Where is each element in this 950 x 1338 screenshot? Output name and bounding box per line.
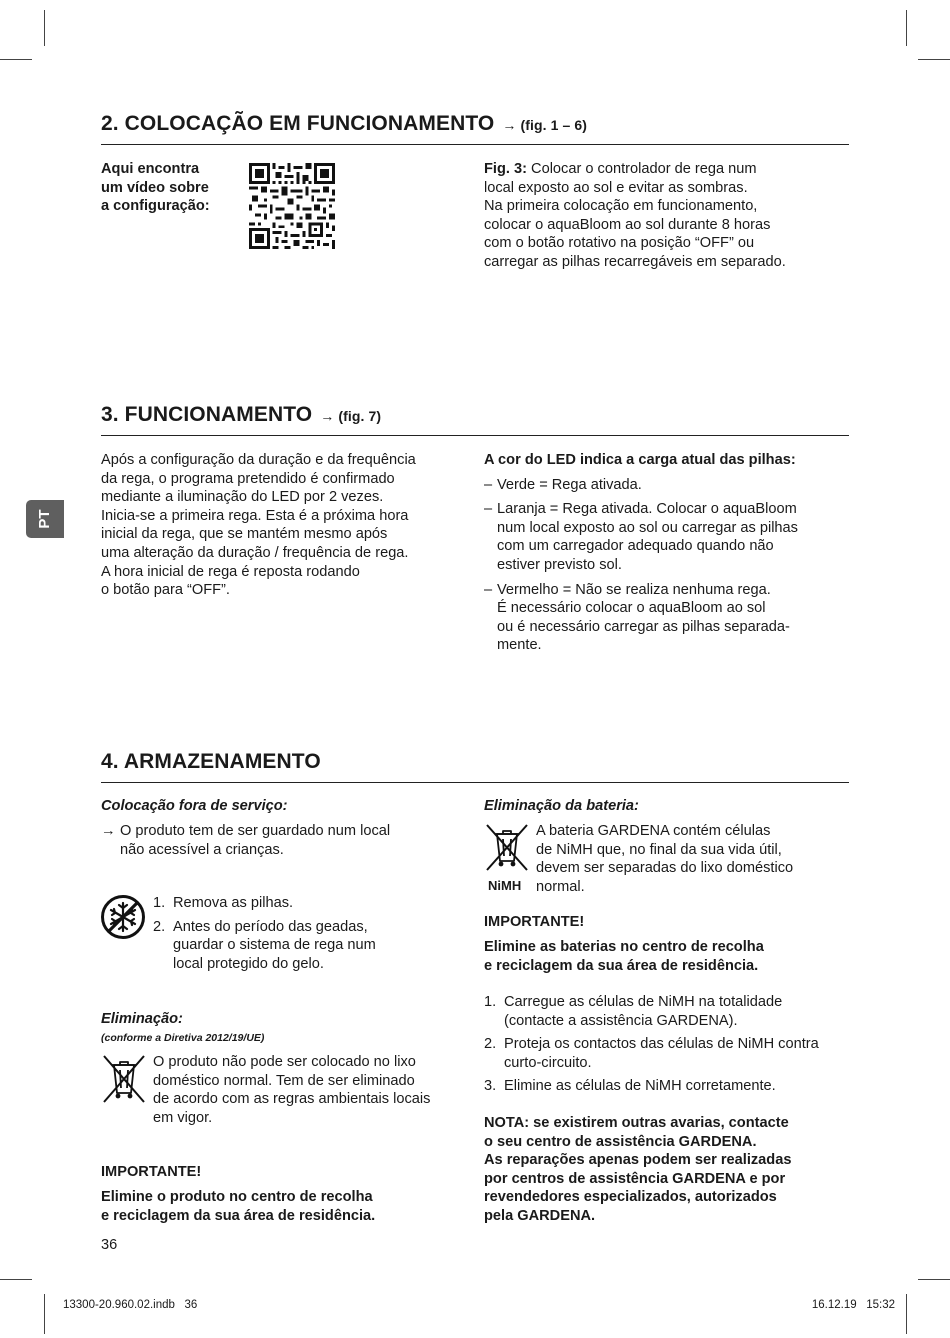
- text-line: guardar o sistema de rega num: [173, 937, 376, 954]
- text-line: Após a configuração da duração e da frequência: [101, 452, 416, 468]
- section-title-text: 4. ARMAZENAMENTO: [101, 750, 321, 773]
- list-marker: 1.: [153, 895, 166, 911]
- text-line: A hora inicial de rega é reposta rodando: [101, 563, 360, 580]
- text-line: doméstico normal. Tem de ser eliminado: [153, 1072, 415, 1089]
- text-line: A bateria GARDENA contém células: [536, 823, 771, 839]
- text-line: Proteja os contactos das células de NiMH contra: [504, 1036, 819, 1053]
- text-line: de acordo com as regras ambientais locais: [153, 1091, 431, 1108]
- text-line: NOTA: se existirem outras avarias, contacte: [484, 1115, 789, 1131]
- text-line: da rega, o programa pretendido é confirmado: [101, 470, 395, 487]
- text-line: Na primeira colocação em funcionamento,: [484, 198, 758, 215]
- text-line: Vermelho = Não se realiza nenhuma rega.: [497, 581, 771, 598]
- section-rule: [101, 782, 849, 783]
- figure-ref: → (fig. 7): [320, 408, 382, 424]
- crop-mark: [0, 1279, 32, 1280]
- text-line: um vídeo sobre: [101, 179, 209, 196]
- led-info: [484, 451, 854, 661]
- text-line: Elimine o produto no centro de recolha: [101, 1189, 373, 1205]
- text-line: colocar o aquaBloom ao sol durante 8 horas: [484, 216, 771, 233]
- disposal-directive: (conforme a Diretiva 2012/19/UE): [101, 1032, 265, 1044]
- battery-important-text: [484, 938, 764, 975]
- led-list: [484, 476, 854, 655]
- text-line: Carregue as células de NiMH na totalidade: [504, 994, 783, 1010]
- page-number: 36: [101, 1237, 118, 1253]
- language-tab-label: PT: [36, 509, 53, 529]
- disposal-heading: Eliminação:: [101, 1011, 183, 1027]
- section-rule: [101, 435, 849, 436]
- footer-date: 16.12.19 15:32: [811, 1299, 895, 1311]
- text-line: e reciclagem da sua área de residência.: [484, 957, 759, 974]
- service-note: [484, 1114, 791, 1226]
- text-line: num local exposto ao sol ou carregar as pilhas: [497, 519, 798, 536]
- crossed-bin-icon: [484, 822, 530, 874]
- text-line: Elimine as baterias no centro de recolha: [484, 939, 764, 955]
- section-title-text: 3. FUNCIONAMENTO: [101, 403, 313, 426]
- footer-file: 13300-20.960.02.indb 36: [63, 1299, 198, 1311]
- list-item: [484, 476, 854, 495]
- text-line: uma alteração da duração / frequência de rega.: [101, 544, 409, 561]
- list-item: [153, 918, 453, 974]
- list-item: [484, 500, 854, 574]
- list-item: [484, 993, 854, 1030]
- text-line: com o botão rotativo na posição “OFF” ou: [484, 235, 755, 252]
- text-line: mediante a iluminação do LED por 2 vezes.: [101, 489, 384, 506]
- list-marker: –: [484, 501, 493, 518]
- list-marker: 2.: [484, 1036, 497, 1053]
- text-line: carregar as pilhas recarregáveis em separado.: [484, 253, 786, 270]
- fig3-text: [484, 160, 786, 272]
- crop-mark: [44, 10, 45, 46]
- text-line: Aqui encontra: [101, 161, 200, 177]
- list-item: [484, 581, 854, 655]
- out-of-service-heading: Colocação fora de serviço:: [101, 798, 288, 814]
- led-heading: A cor do LED indica a carga atual das pilhas:: [484, 452, 796, 468]
- text-line: mente.: [497, 637, 542, 654]
- battery-steps-list: [484, 993, 854, 1096]
- figure-ref: → (fig. 1 – 6): [502, 117, 587, 133]
- list-marker: 1.: [484, 994, 497, 1010]
- list-marker: 3.: [484, 1078, 497, 1095]
- text-line: O produto tem de ser guardado num local: [120, 823, 391, 839]
- qr-code-icon[interactable]: [249, 163, 335, 249]
- crop-mark: [918, 59, 950, 60]
- text-line: ou é necessário carregar as pilhas separada-: [497, 618, 790, 635]
- list-marker: –: [484, 581, 493, 598]
- text-line: Inicia-se a primeira rega. Esta é a próxima hora: [101, 507, 409, 524]
- text-line: As reparações apenas podem ser realizadas: [484, 1152, 792, 1169]
- language-tab: [26, 500, 64, 538]
- list-marker: –: [484, 476, 493, 493]
- arrow-icon: →: [101, 823, 116, 839]
- important-label: IMPORTANTE!: [484, 914, 585, 930]
- crop-mark: [918, 1279, 950, 1280]
- battery-text: [536, 822, 793, 896]
- text-line: O produto não pode ser colocado no lixo: [153, 1054, 416, 1070]
- text-line: local exposto ao sol e evitar as sombras.: [484, 179, 748, 196]
- text-line: curto-circuito.: [504, 1054, 592, 1071]
- text-line: a configuração:: [101, 198, 210, 215]
- storage-note: [101, 822, 390, 859]
- crop-mark: [44, 1294, 45, 1334]
- text-line: local protegido do gelo.: [173, 955, 324, 972]
- text-line: [484, 160, 786, 179]
- nimh-label: NiMH: [488, 878, 522, 893]
- text-line: o botão para “OFF”.: [101, 582, 230, 599]
- text-line: em vigor.: [153, 1109, 213, 1126]
- crop-mark: [906, 1294, 907, 1334]
- list-item: [484, 1077, 854, 1096]
- fig3-label: Fig. 3:: [484, 161, 527, 177]
- text-line: pela GARDENA.: [484, 1207, 596, 1224]
- crop-mark: [0, 59, 32, 60]
- battery-disposal-heading: Eliminação da bateria:: [484, 798, 639, 814]
- text-line: É necessário colocar o aquaBloom ao sol: [497, 600, 766, 617]
- text-line-part: Colocar o controlador de rega num: [526, 161, 757, 177]
- list-item: [484, 1035, 854, 1072]
- crop-mark: [906, 10, 907, 46]
- section-title-text: 2. COLOCAÇÃO EM FUNCIONAMENTO: [101, 112, 495, 135]
- important-label: IMPORTANTE!: [101, 1164, 202, 1180]
- frost-steps: [153, 894, 453, 978]
- text-line: normal.: [536, 878, 585, 895]
- text-line: estiver previsto sol.: [497, 556, 622, 573]
- video-label: [101, 160, 210, 216]
- text-line: Verde = Rega ativada.: [497, 476, 642, 493]
- text-line: inicial da rega, que se mantém mesmo após: [101, 526, 388, 543]
- text-line: não acessível a crianças.: [120, 841, 284, 858]
- text-line: Remova as pilhas.: [173, 895, 294, 911]
- text-line: por centros de assistência GARDENA e por: [484, 1170, 786, 1187]
- crossed-bin-icon: [101, 1052, 147, 1106]
- list-marker: 2.: [153, 918, 166, 935]
- text-line: Elimine as células de NiMH corretamente.: [504, 1078, 776, 1095]
- battery-steps: [484, 993, 854, 1101]
- section-2-title: [101, 112, 587, 136]
- text-line: Laranja = Rega ativada. Colocar o aquaBloom: [497, 501, 797, 518]
- text-line: de NiMH que, no final da sua vida útil,: [536, 841, 782, 858]
- frost-list: [153, 894, 453, 973]
- no-frost-icon: [100, 894, 146, 940]
- text-line: devem ser separadas do lixo doméstico: [536, 860, 794, 877]
- text-line: e reciclagem da sua área de residência.: [101, 1207, 376, 1224]
- important-text: [101, 1188, 375, 1225]
- list-item: [153, 894, 453, 913]
- operation-text: [101, 451, 416, 600]
- section-3-title: [101, 403, 381, 427]
- text-line: (contacte a assistência GARDENA).: [504, 1012, 738, 1029]
- text-line: o seu centro de assistência GARDENA.: [484, 1133, 757, 1150]
- text-line: com um carregador adequado quando não: [497, 538, 774, 555]
- section-4-title: [101, 750, 321, 774]
- text-line: revendedores especializados, autorizados: [484, 1189, 777, 1206]
- disposal-text: [153, 1053, 430, 1127]
- section-rule: [101, 144, 849, 145]
- text-line: Antes do período das geadas,: [173, 918, 368, 935]
